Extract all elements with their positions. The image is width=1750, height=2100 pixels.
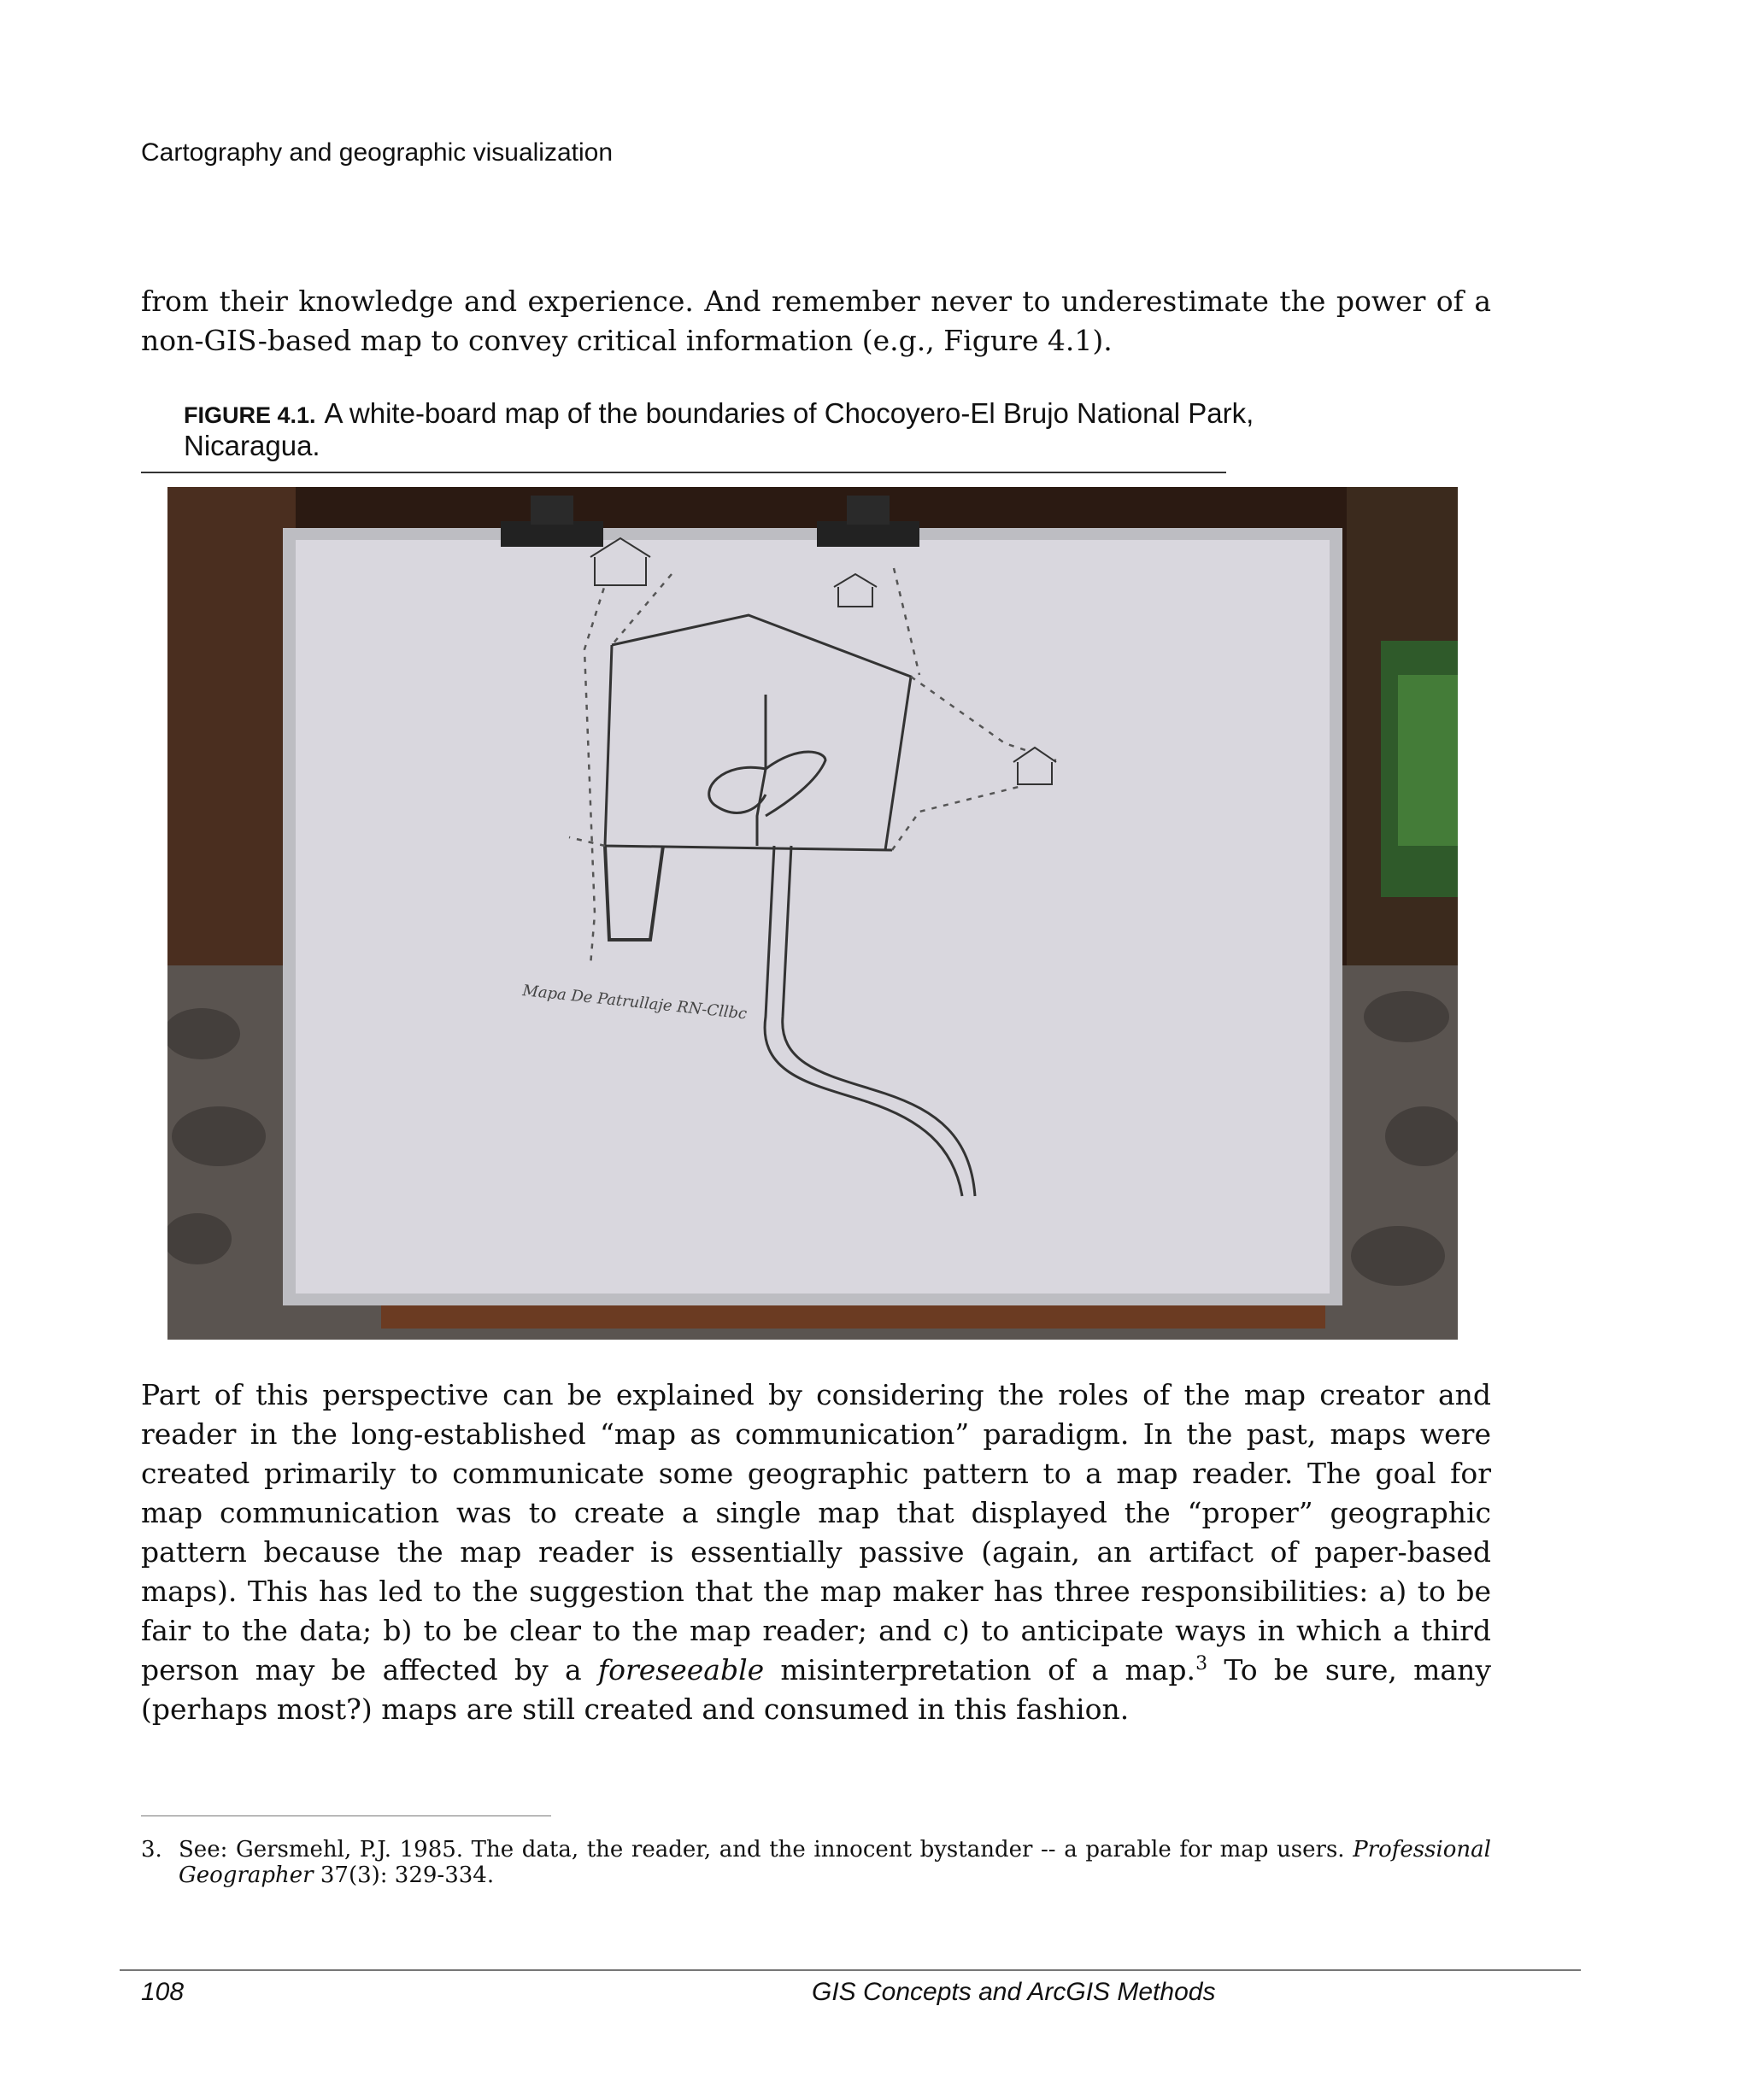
footnote-number: 3. [141, 1837, 162, 1862]
body-paragraph [141, 1376, 1491, 1729]
board-handwriting: Mapa De Patrullaje RN-Cllbc [521, 982, 749, 1024]
paragraph-text-1: Part of this perspective can be explained by considering the roles of the map creator and reader in the long-established “map as communication” paradigm. In the past, maps were created primarily to communicate some geographic pattern to a map reader. The goal for map communication was to create a single map that displayed the “proper” geographic pattern because the map reader is essentially passive (again, an artifact of paper-based maps). This has led to the suggestion that the map maker has three responsibilities: a) to be fair to the data; b) to be clear to the map reader; and c) to anticipate ways in which a third person may be affected by a [141, 1378, 1491, 1686]
footnote-reference[interactable]: 3 [1195, 1653, 1208, 1675]
figure-caption [184, 398, 1397, 461]
figure-caption-text: A white-board map of the boundaries of Chocoyero-El Brujo National Park, Nicaragua. [184, 397, 1254, 461]
footnote [141, 1837, 1491, 1888]
footnote-text-1: See: Gersmehl, P.J. 1985. The data, the reader, and the innocent bystander -- a parable for map users. [179, 1837, 1354, 1862]
page-number: 108 [141, 1978, 185, 2006]
footnote-journal: Professional Geographer [179, 1837, 1491, 1888]
footer-rule [120, 1969, 1581, 1971]
intro-paragraph: from their knowledge and experience. And remember never to underestimate the power of a non-GIS-based map to convey critical information (e.g., Figure 4.1). [141, 284, 1491, 357]
book-title: GIS Concepts and ArcGIS Methods [812, 1978, 1216, 2006]
footnote-text-2: 37(3): 329-334. [313, 1862, 495, 1888]
paragraph-text-3: To be sure, many (perhaps most?) maps are still created and consumed in this fashion. [141, 1653, 1491, 1726]
paragraph-emphasis: foreseeable [597, 1653, 765, 1686]
caption-rule [141, 472, 1226, 473]
paragraph-text-2: misinterpretation of a map. [764, 1653, 1196, 1686]
footnote-text [179, 1837, 1491, 1888]
running-header: Cartography and geographic visualization [141, 138, 614, 167]
figure-label: FIGURE 4.1. [184, 402, 316, 428]
whiteboard-photo [167, 487, 1458, 1340]
